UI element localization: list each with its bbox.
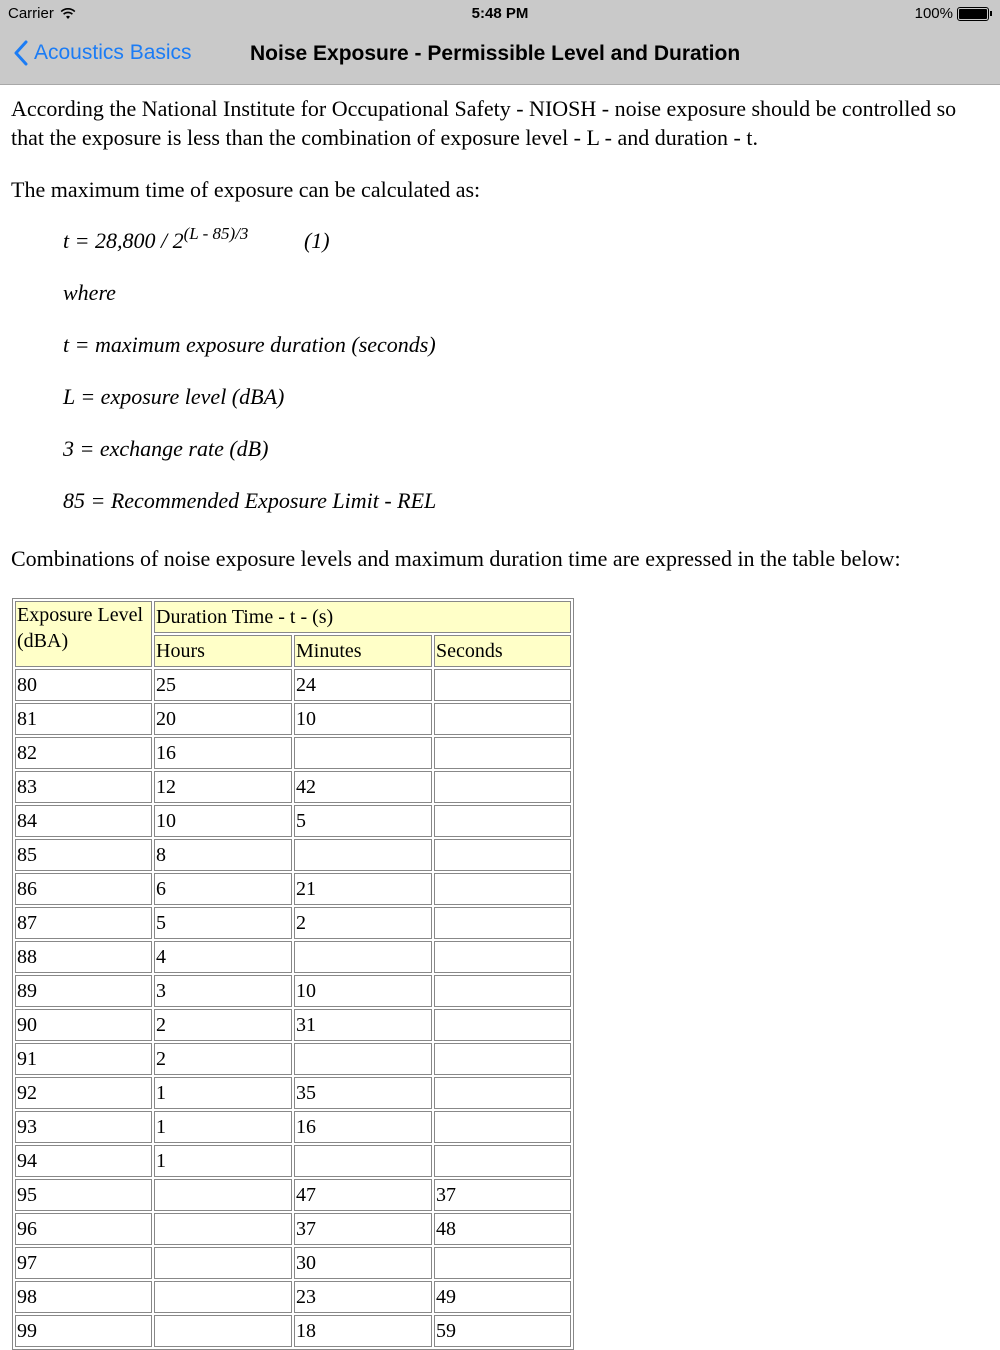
- cell-seconds: [434, 805, 571, 837]
- cell-seconds: [434, 975, 571, 1007]
- cell-hours: 1: [154, 1145, 292, 1177]
- cell-hours: 2: [154, 1043, 292, 1075]
- cell-level: 84: [15, 805, 152, 837]
- table-row: [15, 669, 571, 701]
- cell-hours: 5: [154, 907, 292, 939]
- cell-hours: 1: [154, 1111, 292, 1143]
- exposure-table: [12, 598, 574, 1350]
- cell-level: 83: [15, 771, 152, 803]
- header-hours: Hours: [154, 635, 292, 667]
- cell-hours: 3: [154, 975, 292, 1007]
- cell-minutes: 18: [294, 1315, 432, 1347]
- cell-level: 86: [15, 873, 152, 905]
- cell-level: 87: [15, 907, 152, 939]
- cell-level: 98: [15, 1281, 152, 1313]
- cell-minutes: 23: [294, 1281, 432, 1313]
- table-row: [15, 941, 571, 973]
- cell-minutes: [294, 839, 432, 871]
- table-row: [15, 907, 571, 939]
- cell-hours: 2: [154, 1009, 292, 1041]
- cell-minutes: 30: [294, 1247, 432, 1279]
- cell-seconds: 48: [434, 1213, 571, 1245]
- cell-hours: [154, 1315, 292, 1347]
- cell-seconds: [434, 1043, 571, 1075]
- cell-hours: 16: [154, 737, 292, 769]
- cell-seconds: [434, 771, 571, 803]
- cell-level: 81: [15, 703, 152, 735]
- cell-hours: [154, 1281, 292, 1313]
- header-minutes: Minutes: [294, 635, 432, 667]
- cell-minutes: 47: [294, 1179, 432, 1211]
- header-exposure-level: Exposure Level (dBA): [15, 601, 152, 667]
- navigation-bar: [0, 28, 1000, 85]
- cell-level: 93: [15, 1111, 152, 1143]
- table-row: [15, 1009, 571, 1041]
- table-row: [15, 1179, 571, 1211]
- cell-level: 94: [15, 1145, 152, 1177]
- cell-seconds: [434, 737, 571, 769]
- table-intro: Combinations of noise exposure levels and maximum duration time are expressed in the table below:: [11, 546, 901, 571]
- cell-level: 82: [15, 737, 152, 769]
- cell-hours: [154, 1179, 292, 1211]
- table-row: [15, 771, 571, 803]
- cell-hours: 20: [154, 703, 292, 735]
- cell-level: 85: [15, 839, 152, 871]
- table-row: [15, 1111, 571, 1143]
- cell-level: 95: [15, 1179, 152, 1211]
- battery-icon: [957, 7, 989, 21]
- table-row: [15, 737, 571, 769]
- cell-seconds: [434, 669, 571, 701]
- cell-hours: 25: [154, 669, 292, 701]
- table-row: [15, 1247, 571, 1279]
- carrier-label: Carrier: [8, 5, 54, 22]
- formula-main: t = 28,800 / 2: [63, 228, 184, 253]
- cell-seconds: [434, 839, 571, 871]
- cell-minutes: 42: [294, 771, 432, 803]
- cell-level: 88: [15, 941, 152, 973]
- cell-minutes: 16: [294, 1111, 432, 1143]
- cell-hours: 4: [154, 941, 292, 973]
- chevron-left-icon: [14, 40, 28, 66]
- header-duration-time: Duration Time - t - (s): [154, 601, 571, 633]
- cell-seconds: [434, 1009, 571, 1041]
- cell-minutes: 35: [294, 1077, 432, 1109]
- cell-minutes: 10: [294, 975, 432, 1007]
- cell-level: 97: [15, 1247, 152, 1279]
- cell-level: 91: [15, 1043, 152, 1075]
- table-row: [15, 873, 571, 905]
- cell-minutes: [294, 1043, 432, 1075]
- cell-hours: 12: [154, 771, 292, 803]
- cell-seconds: 49: [434, 1281, 571, 1313]
- cell-minutes: [294, 1145, 432, 1177]
- cell-hours: 1: [154, 1077, 292, 1109]
- definition-l: L = exposure level (dBA): [63, 384, 285, 409]
- table-row: [15, 805, 571, 837]
- cell-hours: [154, 1213, 292, 1245]
- cell-minutes: 10: [294, 703, 432, 735]
- cell-minutes: [294, 737, 432, 769]
- status-bar: [0, 0, 1000, 28]
- formula-exponent: (L - 85)/3: [183, 224, 249, 243]
- table-row: [15, 1043, 571, 1075]
- equation-number: (1): [303, 228, 330, 253]
- cell-level: 99: [15, 1315, 152, 1347]
- cell-hours: 10: [154, 805, 292, 837]
- battery-percent: 100%: [914, 5, 953, 22]
- where-label: where: [63, 280, 116, 305]
- cell-seconds: [434, 1145, 571, 1177]
- cell-seconds: [434, 873, 571, 905]
- table-row: [15, 1145, 571, 1177]
- cell-hours: [154, 1247, 292, 1279]
- back-button-label: Acoustics Basics: [34, 41, 192, 64]
- cell-minutes: 24: [294, 669, 432, 701]
- cell-seconds: [434, 941, 571, 973]
- cell-level: 92: [15, 1077, 152, 1109]
- cell-minutes: [294, 941, 432, 973]
- definition-rel: 85 = Recommended Exposure Limit - REL: [63, 488, 437, 513]
- cell-seconds: [434, 907, 571, 939]
- cell-minutes: 31: [294, 1009, 432, 1041]
- cell-level: 80: [15, 669, 152, 701]
- cell-seconds: [434, 703, 571, 735]
- table-row: [15, 703, 571, 735]
- cell-level: 89: [15, 975, 152, 1007]
- battery-indicator: [915, 5, 992, 22]
- table-row: [15, 1281, 571, 1313]
- header-seconds: Seconds: [434, 635, 571, 667]
- calculation-intro: The maximum time of exposure can be calculated as:: [11, 177, 481, 202]
- table-row: [15, 1213, 571, 1245]
- cell-seconds: 37: [434, 1179, 571, 1211]
- page-title: Noise Exposure - Permissible Level and Duration: [250, 42, 741, 65]
- cell-level: 96: [15, 1213, 152, 1245]
- intro-paragraph: According the National Institute for Occupational Safety - NIOSH - noise exposure should be controlled so that the exposure is less than the combination of exposure level - L - and duration - t.: [11, 96, 957, 150]
- formula: [63, 226, 330, 257]
- cell-minutes: 5: [294, 805, 432, 837]
- table-row: [15, 1315, 571, 1347]
- cell-hours: 6: [154, 873, 292, 905]
- definition-exchange-rate: 3 = exchange rate (dB): [63, 436, 269, 461]
- definition-t: t = maximum exposure duration (seconds): [63, 332, 436, 357]
- table-row: [15, 975, 571, 1007]
- cell-seconds: 59: [434, 1315, 571, 1347]
- cell-minutes: 37: [294, 1213, 432, 1245]
- cell-minutes: 21: [294, 873, 432, 905]
- cell-minutes: 2: [294, 907, 432, 939]
- cell-seconds: [434, 1111, 571, 1143]
- table-row: [15, 1077, 571, 1109]
- clock: 5:48 PM: [471, 5, 529, 22]
- cell-seconds: [434, 1077, 571, 1109]
- cell-level: 90: [15, 1009, 152, 1041]
- back-button[interactable]: [14, 40, 192, 66]
- cell-hours: 8: [154, 839, 292, 871]
- table-row: [15, 839, 571, 871]
- cell-seconds: [434, 1247, 571, 1279]
